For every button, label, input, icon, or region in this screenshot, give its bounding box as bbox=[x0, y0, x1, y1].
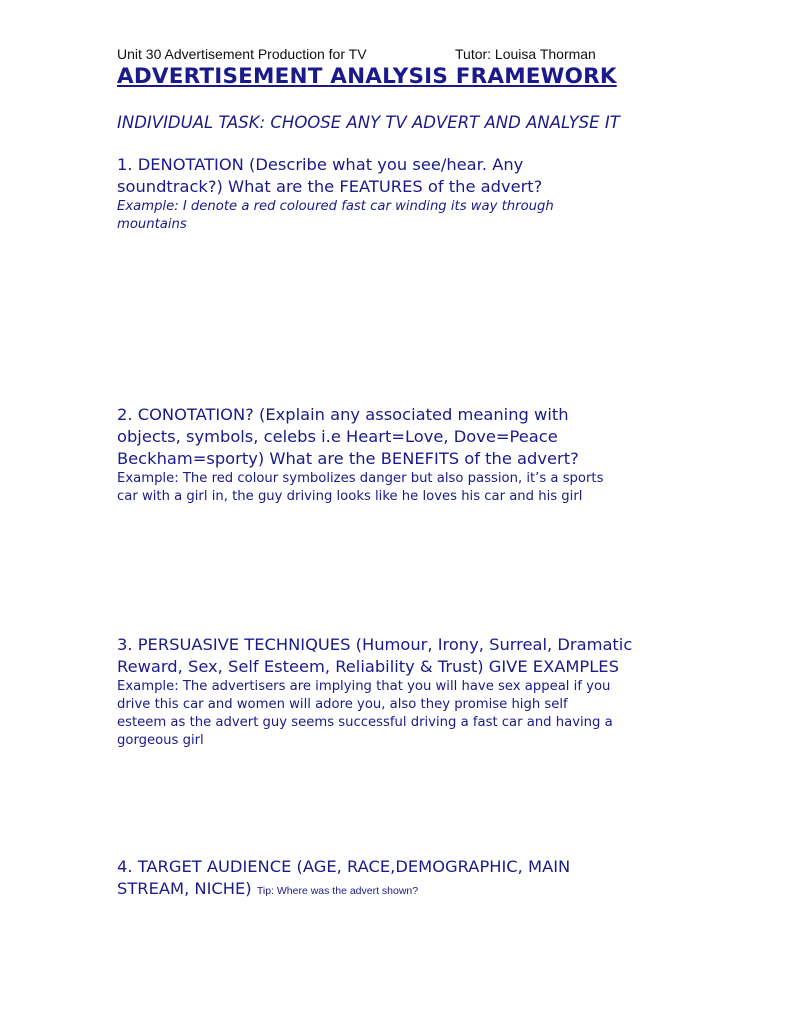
section-heading bbox=[117, 404, 697, 470]
section-example bbox=[117, 198, 697, 234]
section-denotation bbox=[117, 154, 697, 234]
heading-line: Beckham=sporty) What are the BENEFITS of the advert? bbox=[117, 449, 579, 468]
example-line: gorgeous girl bbox=[117, 733, 204, 748]
header-unit: Unit 30 Advertisement Production for TV bbox=[117, 46, 367, 62]
task-instruction: INDIVIDUAL TASK: CHOOSE ANY TV ADVERT AND ANALYSE IT bbox=[117, 113, 620, 132]
section-heading bbox=[117, 154, 697, 198]
section-persuasive-techniques bbox=[117, 634, 697, 750]
heading-line: 3. PERSUASIVE TECHNIQUES (Humour, Irony, Surreal, Dramatic bbox=[117, 635, 633, 654]
section-target-audience bbox=[117, 856, 697, 902]
section-heading bbox=[117, 856, 697, 902]
example-line: mountains bbox=[117, 217, 187, 232]
heading-line: Reward, Sex, Self Esteem, Reliability & Trust) GIVE EXAMPLES bbox=[117, 657, 619, 676]
heading-line: objects, symbols, celebs i.e Heart=Love, Dove=Peace bbox=[117, 427, 558, 446]
heading-line: soundtrack?) What are the FEATURES of the advert? bbox=[117, 177, 543, 196]
heading-line: STREAM, NICHE) bbox=[117, 879, 252, 898]
section-heading bbox=[117, 634, 697, 678]
heading-line: 1. DENOTATION (Describe what you see/hear. Any bbox=[117, 155, 524, 174]
example-line: esteem as the advert guy seems successful driving a fast car and having a bbox=[117, 715, 613, 730]
example-line: Example: I denote a red coloured fast car winding its way through bbox=[117, 199, 554, 214]
section-example bbox=[117, 678, 697, 750]
heading-line: 4. TARGET AUDIENCE (AGE, RACE,DEMOGRAPHIC, MAIN bbox=[117, 857, 571, 876]
section-example bbox=[117, 470, 697, 506]
header-tutor: Tutor: Louisa Thorman bbox=[455, 46, 596, 62]
example-line: Example: The advertisers are implying that you will have sex appeal if you bbox=[117, 679, 611, 694]
example-line: Example: The red colour symbolizes danger but also passion, it’s a sports bbox=[117, 471, 604, 486]
document-title: ADVERTISEMENT ANALYSIS FRAMEWORK bbox=[117, 64, 617, 89]
section-conotation bbox=[117, 404, 697, 506]
example-line: drive this car and women will adore you, also they promise high self bbox=[117, 697, 568, 712]
heading-line: 2. CONOTATION? (Explain any associated meaning with bbox=[117, 405, 569, 424]
section-tip: Tip: Where was the advert shown? bbox=[256, 885, 419, 897]
page-header bbox=[117, 46, 637, 66]
example-line: car with a girl in, the guy driving looks like he loves his car and his girl bbox=[117, 489, 583, 504]
